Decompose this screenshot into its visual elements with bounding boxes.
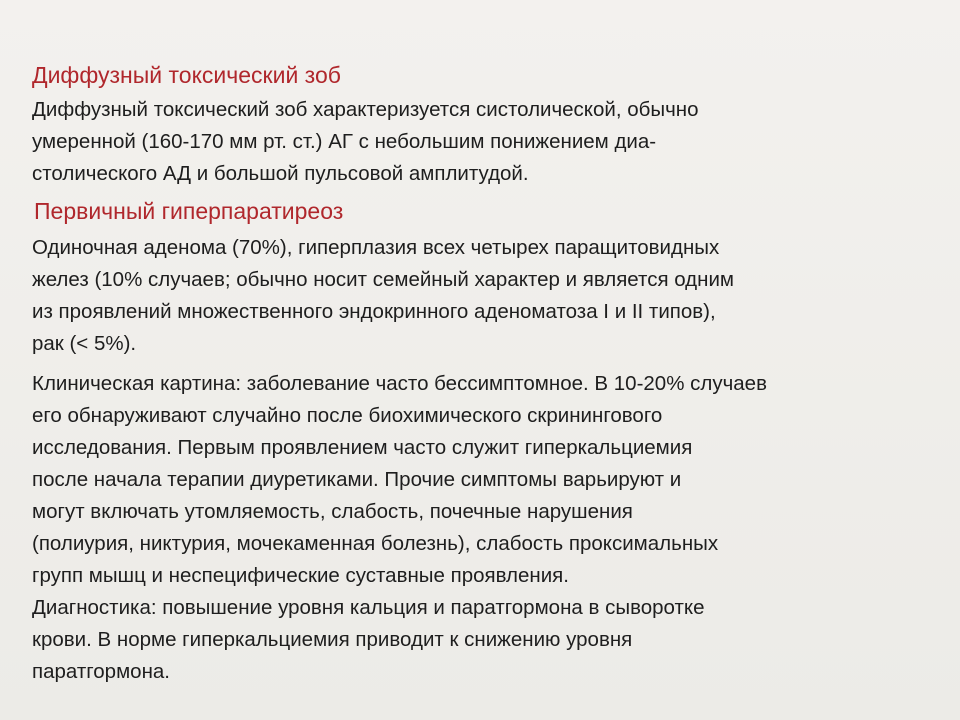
text-line: рак (< 5%). bbox=[32, 332, 137, 355]
text-line: Одиночная аденома (70%), гиперплазия всех четырех паращитовидных bbox=[32, 236, 720, 259]
text-line: столического АД и большой пульсовой амплитудой. bbox=[32, 162, 529, 185]
text-line: (полиурия, никтурия, мочекаменная болезнь), слабость проксимальных bbox=[32, 532, 719, 555]
text-line: его обнаруживают случайно после биохимического скринингового bbox=[32, 404, 663, 427]
text-line: паратгормона. bbox=[32, 660, 170, 683]
slide-content bbox=[32, 58, 912, 688]
paragraph-clinical-picture bbox=[32, 368, 912, 688]
text-line: групп мышц и неспецифические суставные проявления. bbox=[32, 564, 569, 587]
text-line-diagnostics: Диагностика: повышение уровня кальция и паратгормона в сыворотке bbox=[32, 596, 705, 619]
text-line: желез (10% случаев; обычно носит семейный характер и является одним bbox=[32, 268, 735, 291]
text-line: из проявлений множественного эндокринного аденоматоза I и II типов), bbox=[32, 300, 716, 323]
paragraph-etiology bbox=[32, 232, 912, 360]
text-line: умеренной (160-170 мм рт. ст.) АГ с небольшим понижением диа- bbox=[32, 130, 657, 153]
text-line: Клиническая картина: заболевание часто бессимптомное. В 10-20% случаев bbox=[32, 372, 767, 395]
text-line: могут включать утомляемость, слабость, почечные нарушения bbox=[32, 500, 633, 523]
paragraph-diffuse-goiter-description bbox=[32, 94, 912, 190]
section-heading-diffuse-toxic-goiter: Диффузный токсический зоб bbox=[32, 62, 341, 88]
text-line: исследования. Первым проявлением часто служит гиперкальциемия bbox=[32, 436, 693, 459]
text-line: после начала терапии диуретиками. Прочие симптомы варьируют и bbox=[32, 468, 682, 491]
text-line: крови. В норме гиперкальциемия приводит к снижению уровня bbox=[32, 628, 633, 651]
text-line: Диффузный токсический зоб характеризуется систолической, обычно bbox=[32, 98, 699, 121]
section-heading-primary-hyperparathyroidism: Первичный гиперпаратиреоз bbox=[34, 198, 344, 224]
